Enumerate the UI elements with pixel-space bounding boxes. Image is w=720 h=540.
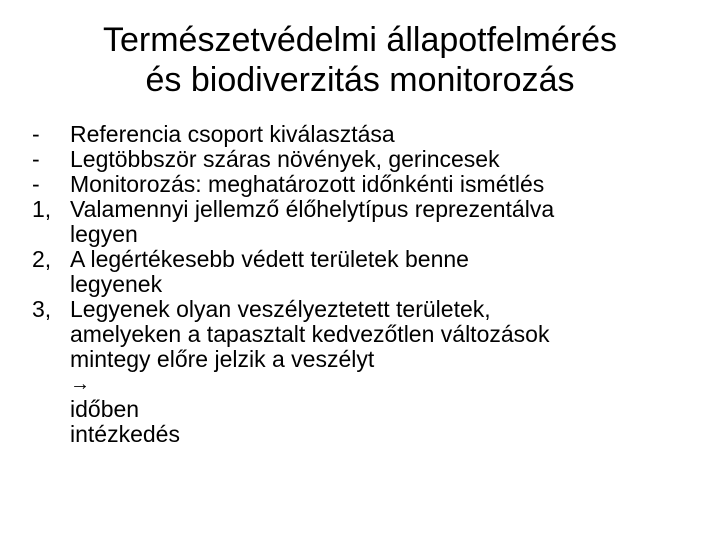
list-marker: - — [32, 171, 40, 197]
list-item-text-continuation: amelyeken a tapasztalt kedvezőtlen változások — [70, 321, 550, 347]
list-item — [32, 197, 702, 247]
list-item-text: A legértékesebb védett területek benne — [70, 246, 469, 272]
list-item — [32, 147, 702, 172]
list-marker: - — [32, 146, 40, 172]
title-line-1: Természetvédelmi állapotfelmérés — [103, 21, 617, 59]
list-item — [32, 122, 702, 147]
list-marker: - — [32, 121, 40, 147]
list-item — [32, 247, 702, 297]
list-item-text: Monitorozás: meghatározott időnkénti ismétlés — [70, 171, 545, 197]
list-item-text: Legtöbbször száras növények, gerincesek — [70, 146, 500, 172]
list-item-text-continuation: legyen — [70, 221, 138, 247]
list-item-text-continuation: intézkedés — [70, 421, 180, 447]
list-item-text: Referencia csoport kiválasztása — [70, 121, 395, 147]
list-item — [32, 172, 702, 197]
list-item — [32, 297, 702, 447]
slide-title — [0, 20, 720, 100]
list-item-text-continuation: legyenek — [70, 271, 163, 297]
list-marker: 1, — [32, 196, 52, 222]
list-item-text-part: mintegy előre jelzik a veszélyt — [70, 346, 375, 372]
arrow-right-icon: → — [70, 373, 90, 395]
list-marker: 2, — [32, 246, 52, 272]
bullet-list — [32, 122, 702, 447]
list-item-text: Legyenek olyan veszélyeztetett területek, — [70, 296, 491, 322]
list-item-text-part: időben — [70, 396, 140, 422]
list-marker: 3, — [32, 296, 52, 322]
title-line-2: és biodiverzitás monitorozás — [145, 61, 575, 99]
list-item-text-continuation — [70, 347, 702, 422]
list-item-text: Valamennyi jellemző élőhelytípus reprezentálva — [70, 196, 555, 222]
